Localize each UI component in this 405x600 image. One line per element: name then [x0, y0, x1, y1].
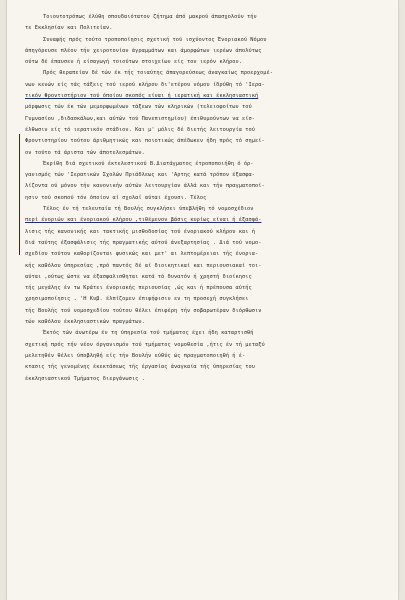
text-line: έλθωσιν είς τό ιερατικόν στάδιον. Και μ' μόλις δέ διετής λειτουργία τού — [25, 126, 255, 133]
text-line: τής Βουλής τού νομοσχεδίου τούτου θέλει έπιφέρη τήν σοβαρωτέραν διόρθωσιν — [25, 307, 262, 314]
text-line: Φροντιστηρίου τούτου άριθμητικώς και ποιοτικώς άπέδωκεν ήδη πρός τό σημεί- — [25, 138, 265, 145]
text-line: σχετική πρός τήν νέον όργανισμόν τού τμήματος νομοθεσία ,ήτις έν τή μεταξύ — [25, 341, 265, 348]
text-line: σχεδίου τούτου καθορίζονται φυσικώς και μετ' αι λεπτομέρειαι τής ένορια- — [25, 251, 259, 258]
text-line: Γυμνασίου ,διδασκάλων,και αύτών τού Πανεπιστημίου) έπιθυμούντων να είσ- — [25, 115, 255, 122]
text-line: κτασις τής γενομένης έκεκτάσεως τής έργασίας άναγκαία τής ύπηρεσίας του — [25, 364, 255, 371]
text-line: τε Εκκλησίαν και Πολιτείαν. — [25, 25, 113, 32]
text-line: Έκρίθη διά σχετικού έκτελεστικού Β.Διατάγματος έτροποποιήθη ό όρ- — [43, 160, 254, 167]
text-line: τής μεγάλης έν τω Κράτει ένοριακής περιουσίας ,ώς και ή πρέπουσα αύτής — [25, 285, 252, 292]
text-line: Πρός θεραπείαν δέ τών έκ τής τοιαύτης άπαγορεύσεως άναγκαίως προερχομέ- — [43, 70, 273, 77]
text-line: μόρφωσις τών έκ τών μεμορφωμένων τάξεων τών κληρικών (τελειοφοίτων τού — [25, 104, 252, 111]
text-line: ούτω δέ έπαυσεν ή είσαγωγή τοιούτων στοιχείων είς τον ιερόν κλήρον. — [25, 59, 243, 66]
text-line: λισις τής κανονικής και τακτικής μισθοδοσίας τού ένοριακού κλήρου και ή — [25, 228, 255, 235]
text-line: Συναφής πρός τούτο τροποποίησις σχετική τού ισχύοντος Ένοριακού Νόμου — [43, 36, 267, 43]
text-line: νων κενών είς τάς τάξεις τού ιερού κλήρου δι'ετέρου νόμου ίδρύθη τό 'Ιερα- — [25, 81, 265, 88]
text-line: περί ένοριών και ένοριακού κλήρου ,τιθέμενον βάσις κυρίως είναι ή έξασφά- — [25, 217, 262, 224]
text-line: διά ταύτης έξασφάλισις τής πραγματικής αύτού άνεξαρτησίας . Διά τού νομο- — [25, 239, 262, 246]
text-line: γανισμός τών 'Ιερατικών Σχολών Πριάδλεως και 'Αρτης κατά τρόπον έξασφα- — [25, 172, 255, 179]
text-line: Τοιουτοτρόπως έλύθη σπουδαιότατον ζήτημα άπό μακρού άπασχολούν τήν — [43, 14, 257, 20]
text-line: αύται ,ούτως ώστε να έξασφαλισθηται κατά τό δυνατόν ή χρηστή διοίκησις — [25, 273, 252, 280]
text-line: Τέλος έν τή τελευταία τή Βουλής συγκλήσει ύπεβλήθη τό νομοσχέδιον — [43, 206, 254, 213]
text-line: άπηγόρευσε πλέον τήν χειροτονίαν άγραμμάτων και άμορφώτων ιερέων άπολύτως — [25, 47, 262, 54]
text-line: ησιν τού σκοπού τόν όποίον αί σχολαί αύται έχουσι. Τέλος — [25, 194, 207, 201]
text-line: Έκτός τών άνωτέρω έν τη ύπηρεσία τού τμήματος έχει ήδη καταρτισθή — [43, 330, 254, 337]
text-line: μελετηθέν θέλει ύποβληθή είς τήν Βουλήν εύθύς ώς πραγματοποιηθή ή έ- — [25, 352, 246, 359]
text-line: ον τούτο τά άριστα τών άποτελεσμάτων. — [25, 149, 145, 156]
text-line: λίζοντα ού μόνον τήν κανονικήν αύτών λειτουργίαν άλλά και τήν πραγματοποί- — [25, 183, 265, 190]
text-line: τικόν Φροντιστήριον τού όποίου σκοπός είναι ή ιερατική και έκκλησιαστική — [25, 93, 259, 100]
document-page — [7, 0, 398, 600]
margin-annotation-bar — [19, 134, 20, 255]
text-line: χρησιμοποίησις . 'Η Κυβ. έλπίζομεν έπιψήφισιν εν τη προσεχή συγκλήσει — [25, 296, 249, 303]
text-line: τών καθόλου έκκλησιαστικών πραγμάτων. — [25, 319, 145, 326]
text-line: έκκλησιαστικού Τμήματος διεργάνωσις . — [25, 375, 145, 382]
text-line: κής καθόλου ύπηρεσίας ,πρό παντός δέ αί διοικητικαί και περιουσιακαί τοι- — [25, 262, 262, 269]
document-body — [25, 12, 387, 385]
